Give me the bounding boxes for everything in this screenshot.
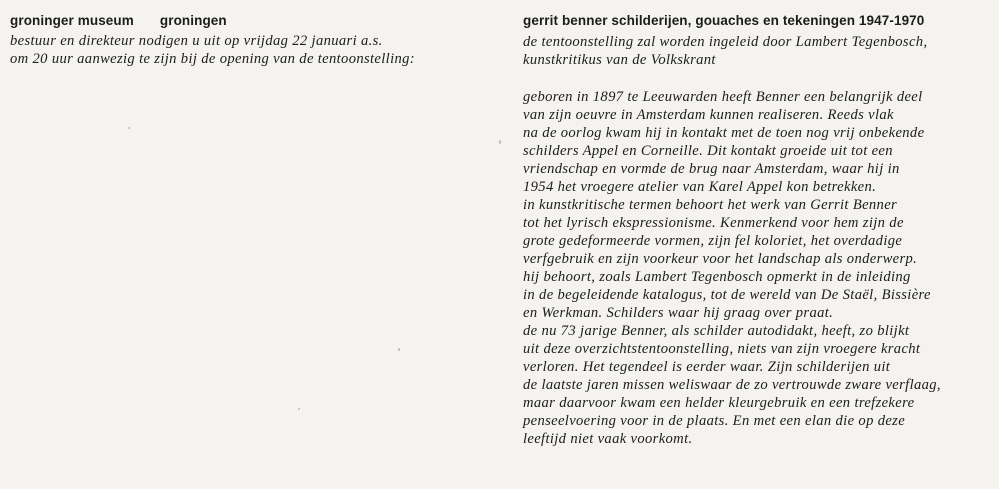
paper-speck xyxy=(298,408,300,410)
biography-line: en Werkman. Schilders waar hij graag over praat. xyxy=(523,305,834,321)
biography-line: schilders Appel en Corneille. Dit kontakt groeide uit tot een xyxy=(523,143,893,159)
intro-line: de tentoonstelling zal worden ingeleid door Lambert Tegenbosch, xyxy=(523,34,928,50)
biography-line: maar daarvoor kwam een helder kleurgebruik en een trefzekere xyxy=(523,395,915,411)
biography-line: leeftijd niet vaak voorkomt. xyxy=(523,431,693,447)
biography-line: in kunstkritische termen behoort het werk van Gerrit Benner xyxy=(523,197,898,213)
biography-line: in de begeleidende katalogus, tot de wereld van De Staël, Bissière xyxy=(523,287,931,303)
invitation-line: om 20 uur aanwezig te zijn bij de opening van de tentoonstelling: xyxy=(10,51,415,67)
invitation-text xyxy=(10,32,490,68)
invitation-line: bestuur en direkteur nodigen u uit op vrijdag 22 januari a.s. xyxy=(10,33,383,49)
invitation-panel xyxy=(10,0,490,68)
biography-line: verloren. Het tegendeel is eerder waar. Zijn schilderijen uit xyxy=(523,359,891,375)
paper-speck xyxy=(128,127,130,129)
biography-line: hij behoort, zoals Lambert Tegenbosch opmerkt in de inleiding xyxy=(523,269,911,285)
biography-text xyxy=(523,88,993,448)
paper-speck xyxy=(499,140,501,144)
exhibition-panel xyxy=(523,0,993,448)
intro-text xyxy=(523,33,993,69)
biography-line: na de oorlog kwam hij in kontakt met de toen nog vrij onbekende xyxy=(523,125,925,141)
biography-line: grote gedeformeerde vormen, zijn fel koloriet, het overdadige xyxy=(523,233,903,249)
intro-line: kunstkritikus van de Volkskrant xyxy=(523,52,716,68)
biography-line: de laatste jaren missen weliswaar de zo vertrouwde zware verflaag, xyxy=(523,377,941,393)
biography-line: geboren in 1897 te Leeuwarden heeft Benner een belangrijk deel xyxy=(523,89,923,105)
museum-name: groninger museum xyxy=(10,13,134,28)
paper-speck xyxy=(398,348,400,351)
biography-line: uit deze overzichtstentoonstelling, niets van zijn vroegere kracht xyxy=(523,341,921,357)
museum-heading xyxy=(10,13,490,29)
biography-line: de nu 73 jarige Benner, als schilder autodidakt, heeft, zo blijkt xyxy=(523,323,910,339)
biography-line: penseelvoering voor in de plaats. En met een elan die op deze xyxy=(523,413,906,429)
exhibition-heading: gerrit benner schilderijen, gouaches en tekeningen 1947-1970 xyxy=(523,13,925,28)
biography-line: verfgebruik en zijn voorkeur voor het landschap als onderwerp. xyxy=(523,251,918,267)
biography-line: 1954 het vroegere atelier van Karel Appel kon betrekken. xyxy=(523,179,877,195)
museum-city: groningen xyxy=(159,13,227,28)
biography-line: tot het lyrisch ekspressionisme. Kenmerkend voor hem zijn de xyxy=(523,215,904,231)
biography-line: van zijn oeuvre in Amsterdam kunnen realiseren. Reeds vlak xyxy=(523,107,894,123)
biography-line: vriendschap en vormde de brug naar Amsterdam, waar hij in xyxy=(523,161,900,177)
